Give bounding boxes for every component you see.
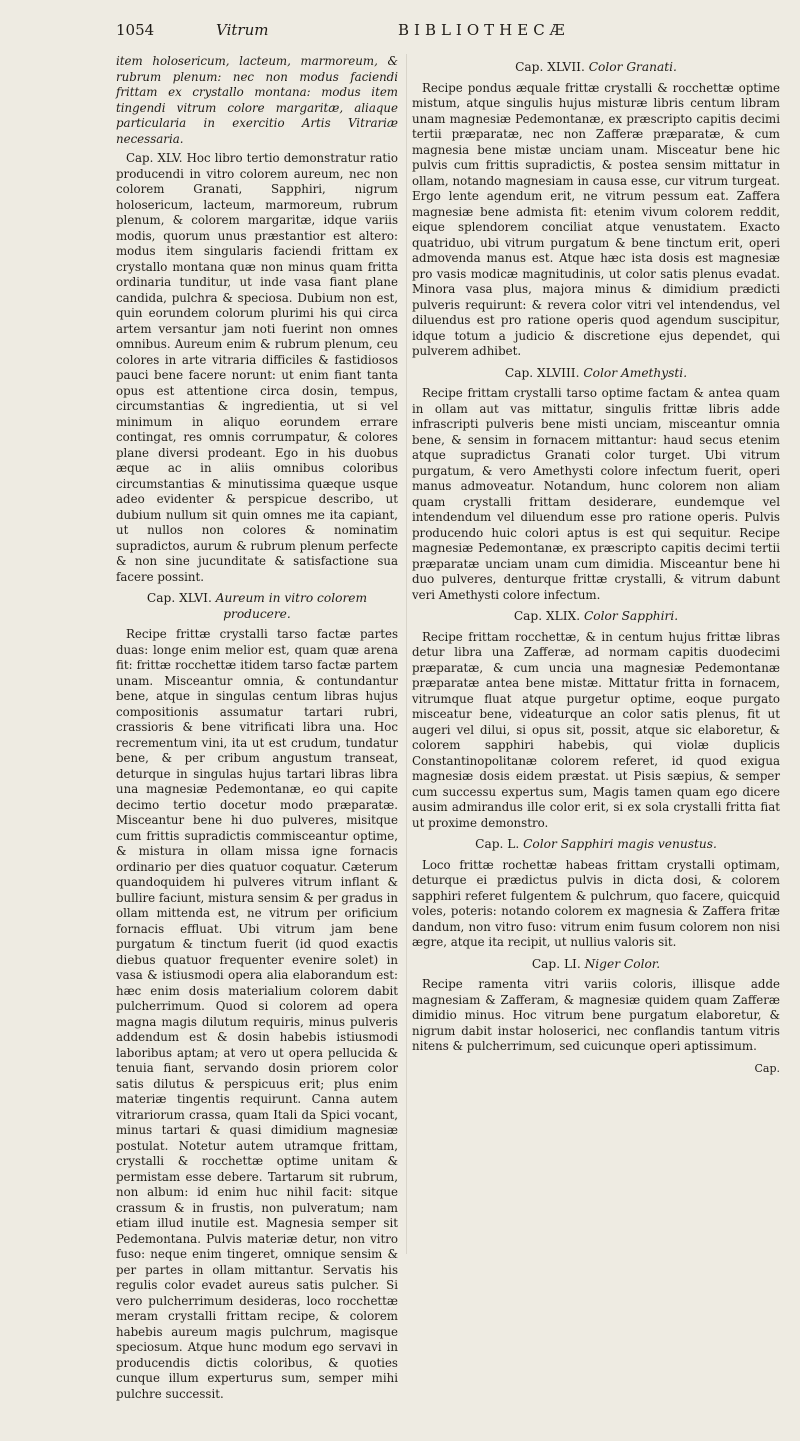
right-column xyxy=(412,54,780,1076)
chapter-heading-47 xyxy=(412,60,780,76)
paragraph-chapter-50: Loco frittæ rochettæ habeas frittam crystalli optimam, deturque ei prædictus pulvis in dicta dosi, & colorem sapphiri referet fulgentem & pulchrum, quo facere, quicquid voles, poteris: notando colorem ex magnesia & Zaffera fritæ dandum, non vitro fuso: vitrum enim fusum colorem non nisi ægre, atque ita recipit, ut nullius valoris sit. xyxy=(412,857,780,949)
paragraph-chapter-47: Recipe pondus æquale frittæ crystalli & rocchettæ optime mistum, atque singulis hujus misturæ libris centum libram unam magnesiæ Pedemontanæ, ex præscripto capitis decimi tertii præparatæ, nec non Zafferæ præparatæ, & cum magnesia bene mistæ unciam unam. Misceatur bene hic pulvis cum frittis supradictis, & postea sensim mittatur in ollam, notando magnesiam in causa esse, cur vitrum turgeat. Ergo lente agendum erit, ne vitrum pessum eat. Zaffera magnesiæ bene admista fit: etenim vivum colorem reddit, eique splendorem conciliat atque venustatem. Exacto quatriduo, ubi vitrum purgatum & bene tinctum erit, operi admovenda manus est. Atque hæc ista dosis est magnesiæ pro vasis modicæ magnitudinis, ut color satis plenus evadat. Minora vasa plus, majora minus & dimidium prædicti pulveris requirunt: & revera color vitri vel intendendus, vel diluendus est pro ratione operis quod agendum suscipitur, idque totum a judicio & discretione ejus dependet, qui pulverem adhibet. xyxy=(412,80,780,358)
paragraph-chapter-49: Recipe frittam rocchettæ, & in centum hujus frittæ libras detur libra una Zafferæ, ad normam capitis duodecimi præparatæ, & cum uncia una magnesiæ Pedemontanæ præparatæ antea bene mistæ. Mittatur fritta in fornacem, vitrumque fluat atque purgetur optime, eoque purgato misceatur bene, videaturque an color satis plenus, fit ut augeri vel dilui, si opus sit, possit, atque sic elaboretur, & colorem sapphiri habebis, qui violæ duplicis Constantinopolitanæ colorem referet, id quod exigua magnesiæ dosis eidem præstat. ut Pisis sæpius, & semper cum successu expertus sum, Magis tamen quam ego dicere ausim admirandus ille color erit, si ex sola crystalli fritta fiat ut proxime demonstro. xyxy=(412,629,780,830)
chapter-number: Cap. XLVI. xyxy=(146,591,212,605)
chapter-number: Cap. LI. xyxy=(531,956,581,971)
catchword: Cap. xyxy=(754,1061,780,1075)
chapter-heading-51 xyxy=(412,957,780,973)
chapter-number: Cap. XLVIII. xyxy=(504,365,580,380)
chapter-heading-50 xyxy=(412,837,780,853)
paragraph-chapter-51: Recipe ramenta vitri variis coloris, illisque adde magnesiam & Zafferam, & magnesiæ quidem quam Zafferæ dimidio minus. Hoc vitrum bene purgatum elaboretur, & nigrum dabit instar holoserici, nec conflandis tantum vitris nitens & pulcherrimum, sed cuicunque operi aptissimum. xyxy=(412,977,780,1053)
column-gutter xyxy=(406,54,407,1254)
page-number: 1054 xyxy=(116,21,155,39)
paragraph-chapter-45: Cap. XLV. Hoc libro tertio demonstratur ratio producendi in vitro colorem aureum, nec non colorem Granati, Sapphiri, nigrum holosericum, lacteum, marmoreum, rubrum plenum, & colorem margaritæ, idque variis modis, quorum unus præstantior est altero: modus item singularis faciendi frittam ex crystallo montana quæ non minus quam fritta ordinaria tunditur, ut inde vasa fiant plane candida, pulchra & speciosa. Dubium non est, quin eorundem colorum plurimi his qui circa artem versantur jam noti fuerint non omnes omnibus. Aureum enim & rubrum plenum, ceu colores in arte vitraria difficiles & fastidiosos pauci bene facere norunt: ut enim fiant tanta opus est attentione circa dosin, tempus, circumstantias & ingredientia, ut si vel minimum in aliquo eorundem errare contingat, res omnis corrumpatur, & colores plane diversi prodeant. Ego in his duobus æque ac in aliis omnibus coloribus circumstantias & minutissima quæque usque adeo evidenter & perspicue describo, ut dubium nullum sit quin omnes me ita capiant, ut nullos non colores & nominatim supradictos, aurum & rubrum plenum perfecte & non sine jucunditate & satisfactione sua facere possint. xyxy=(116,151,398,584)
chapter-title: Niger Color. xyxy=(584,956,661,971)
library-title: BIBLIOTHECÆ xyxy=(398,21,570,39)
chapter-number: Cap. XLIX. xyxy=(513,609,581,623)
paragraph-chapter-46: Recipe frittæ crystalli tarso factæ partes duas: longe enim melior est, quam quæ arena fit: frittæ rocchettæ itidem tarso factæ partem unam. Misceantur omnia, & contundantur bene, atque in singulas centum libras hujus compositionis assumatur tartari rubri, crassioris & bene vitrificati libra una. Hoc recrementum vini, ita ut est crudum, tundatur bene, & per cribum angustum transeat, deturque in singulas hujus tartari libras libra una magnesiæ Pedemontanæ, eo qui capite decimo tertio docetur modo præparatæ. Misceantur bene hi duo pulveres, misitque cum frittis supradictis commisceantur optime, & mistura in ollam missa igne fornacis ordinario per dies quatuor coquatur. Cæterum quandoquidem hi pulveres vitrum inflant & bullire faciunt, mistura sensim & per gradus in ollam mittenda est, ne vitrum per orificium fornacis effluat. Ubi vitrum jam bene purgatum & tinctum fuerit (id quod exactis diebus quatuor frequenter evenire solet) in vasa & istiusmodi opera alia elaborandum est: hæc enim dosis materialium colorem dabit pulcherrimum. Quod si colorem ad opera magna magis dilutum requiris, minus pulveris addendum est & dosin habebis istiusmodi laboribus aptam; at vero ut opera pellucida & tenuia fiant, servando dosin priorem color satis dilutus & perspicuus erit; plus enim materiæ tingentis requirunt. Canna autem vitrariorum crassa, quam Itali da Spici vocant, minus tartari & quasi dimidium magnesiæ postulat. Notetur autem utramque frittam, crystalli & rocchettæ optime unitam & permistam esse debere. Tartarum sit rubrum, non album: id enim huc nihil facit: sitque crassum & in frustis, non pulveratum; nam etiam illud inutile est. Magnesia semper sit Pedemontana. Pulvis materiæ detur, non vitro fuso: neque enim tingeret, omnique sensim & per partes in ollam mittantur. Servatis his regulis color evadet aureus satis pulcher. Si vero pulcherrimum desideras, loco rocchettæ meram crystalli frittam recipe, & colorem habebis aureum magis pulchrum, magisque speciosum. Atque hunc modum ego servavi in producendis dictis coloribus, & quoties cunque illum experturus sum, semper mihi pulchre successit. xyxy=(116,627,398,1401)
chapter-number: Cap. XLVII. xyxy=(515,60,585,74)
running-title: Vitrum xyxy=(216,21,269,39)
left-column xyxy=(116,54,398,1406)
chapter-heading-49 xyxy=(412,609,780,625)
chapter-heading-46 xyxy=(116,591,398,622)
chapter-title: Color Sapphiri magis venustus. xyxy=(523,837,717,851)
chapter-title: Color Sapphiri. xyxy=(583,609,679,623)
chapter-title: Color Granati. xyxy=(588,60,677,74)
chapter-heading-48 xyxy=(412,366,780,382)
paragraph-chapter-48: Recipe frittam crystalli tarso optime factam & antea quam in ollam aut vas mittatur, singulis frittæ libris adde infrascripti pulveris bene misti unciam, misceantur omnia bene, & sensim in fornacem mittantur: haud secus etenim atque supradictus Granati color turget. Ubi vitrum purgatum, & vero Amethysti colore infectum fuerit, operi manus admoveatur. Notandum, hunc colorem non aliam quam crystalli frittam desiderare, eundemque vel intendendum vel diluendum esse pro ratione operis. Pulvis producendo huic colori aptus is est qui sequitur. Recipe magnesiæ Pedemontanæ, ex præscripto capitis decimi tertii præparatæ unciam unam cum dimidia. Misceantur bene hi duo pulveres, denturque frittæ crystalli, & vitrum dabunt veri Amethysti colore infectum. xyxy=(412,386,780,602)
running-header xyxy=(116,20,760,44)
chapter-title: Color Amethysti. xyxy=(583,365,688,380)
paragraph-continued: item holosericum, lacteum, marmoreum, & rubrum plenum: nec non modus faciendi frittam ex crystallo montana: modus item tingendi vitrum colore margaritæ, aliaque particularia in exercitio Artis Vitrariæ necessaria. xyxy=(116,54,398,146)
chapter-number: Cap. L. xyxy=(475,837,520,851)
chapter-title: Aureum in vitro colorem producere. xyxy=(215,591,368,621)
